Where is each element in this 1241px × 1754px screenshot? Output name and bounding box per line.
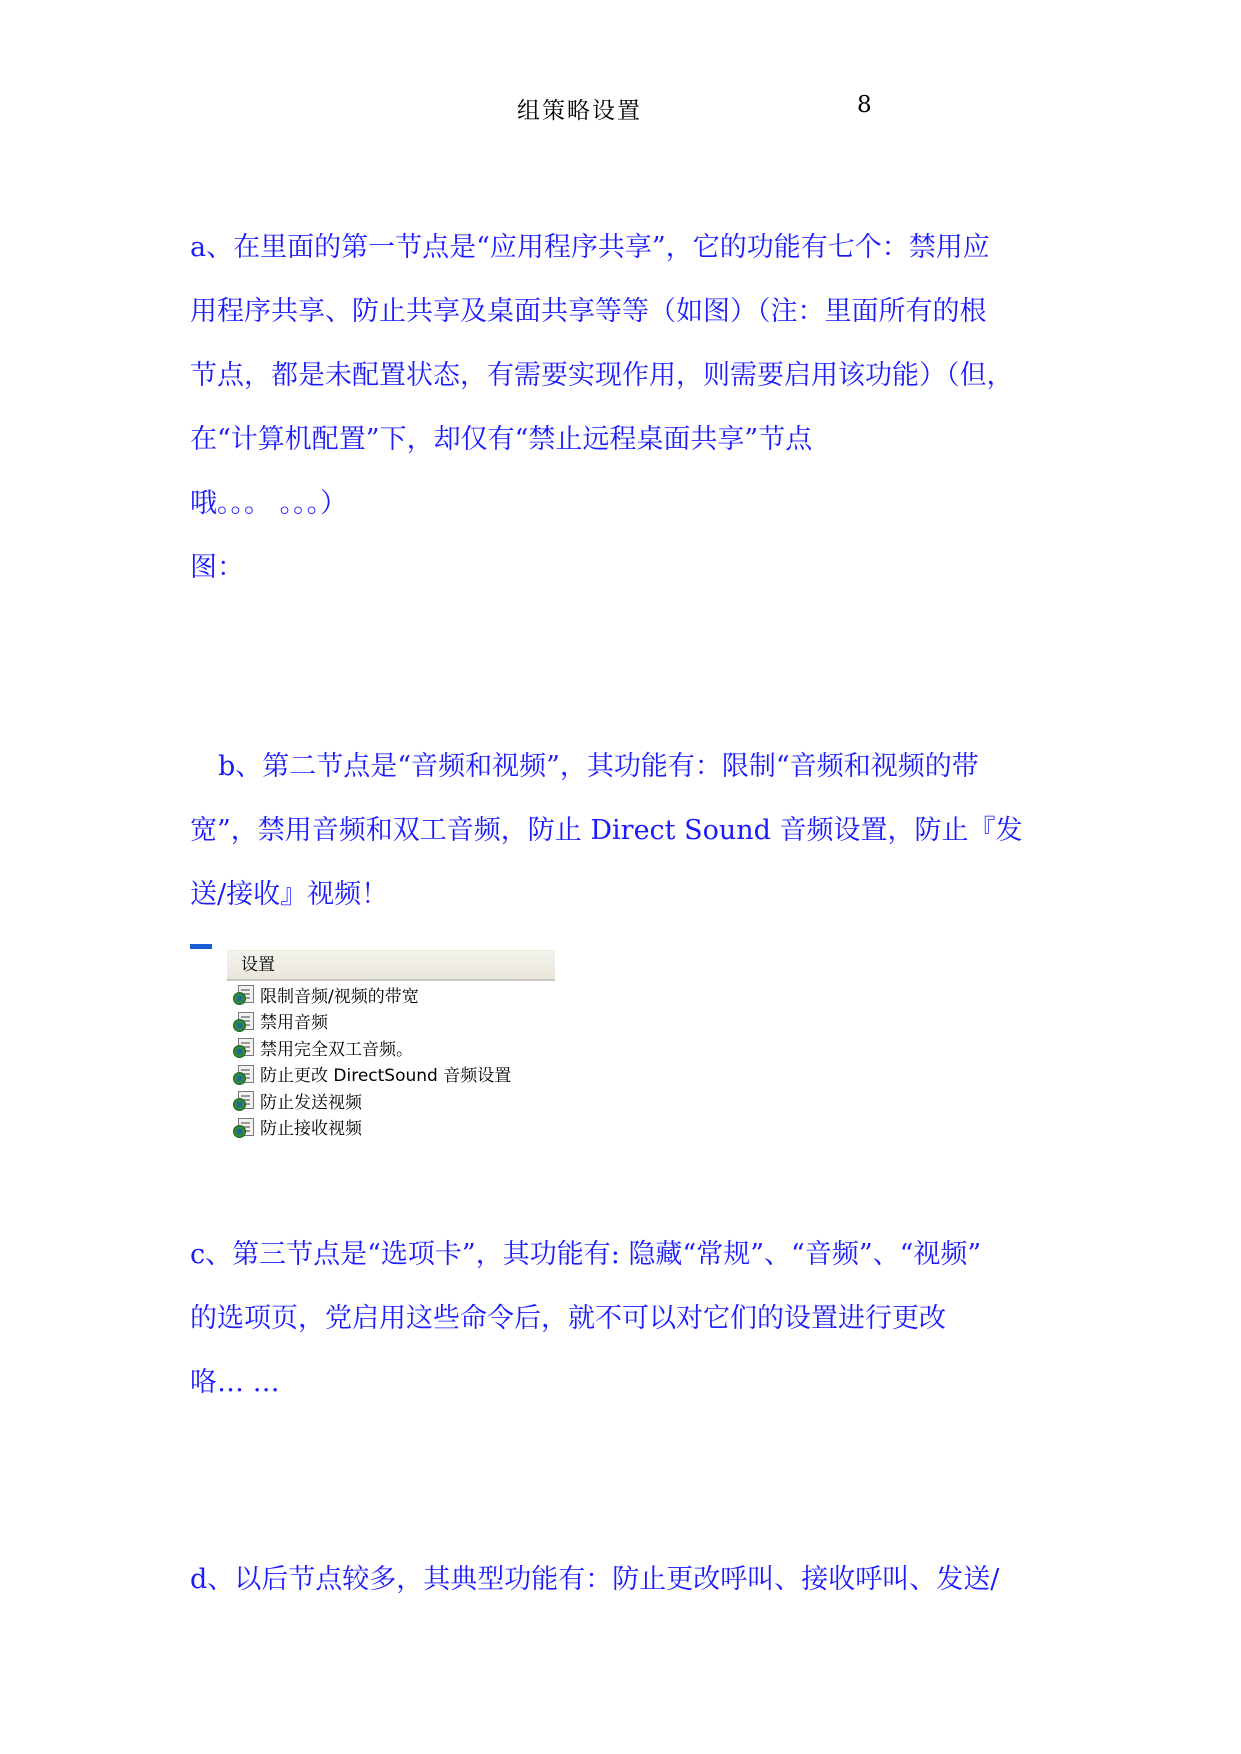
- policy-setting-icon: [233, 1011, 255, 1031]
- settings-panel: [227, 950, 555, 1140]
- text-line: c、第三节点是“选项卡”，其功能有: 隐藏“常规”、“音频”、“视频”: [190, 1239, 982, 1270]
- policy-setting-icon: [233, 1064, 255, 1084]
- text-line: 咯… …: [190, 1367, 280, 1398]
- section-b: [190, 735, 1060, 927]
- text-line: 用程序共享、防止共享及桌面共享等等（如图）（注：里面所有的根: [190, 296, 987, 327]
- setting-item[interactable]: [227, 1008, 555, 1035]
- setting-item-label: 禁用完全双工音频。: [260, 1039, 413, 1060]
- setting-item-label: 防止更改 DirectSound 音频设置: [260, 1066, 512, 1087]
- text-line: 图：: [190, 552, 244, 583]
- setting-item-label: 禁用音频: [260, 1013, 328, 1034]
- blue-marker: [190, 944, 212, 949]
- section-c: [190, 1223, 1060, 1415]
- setting-item-label: 防止接收视频: [260, 1119, 362, 1140]
- setting-item-label: 防止发送视频: [260, 1092, 362, 1113]
- text-line: 哦。。。 。。。）: [190, 488, 348, 519]
- setting-item[interactable]: [227, 981, 555, 1008]
- setting-item[interactable]: [227, 1034, 555, 1061]
- settings-column-header[interactable]: 设置: [227, 950, 555, 981]
- policy-setting-icon: [233, 984, 255, 1004]
- policy-setting-icon: [233, 1117, 255, 1137]
- section-d: [190, 1548, 1060, 1612]
- text-line: b、第二节点是“音频和视频”，其功能有：限制“音频和视频的带: [218, 751, 979, 782]
- setting-item[interactable]: [227, 1087, 555, 1114]
- page-number: 8: [857, 92, 872, 118]
- setting-item-label: 限制音频/视频的带宽: [260, 986, 419, 1007]
- text-line: 节点，都是未配置状态，有需要实现作用，则需要启用该功能）（但，: [190, 360, 1014, 391]
- header-title: 组策略设置: [517, 98, 642, 124]
- setting-item[interactable]: [227, 1114, 555, 1141]
- text-line: 在“计算机配置”下，却仅有“禁止远程桌面共享”节点: [190, 424, 813, 455]
- policy-setting-icon: [233, 1037, 255, 1057]
- section-a: [190, 216, 1060, 600]
- text-line: a、在里面的第一节点是“应用程序共享”，它的功能有七个：禁用应: [190, 232, 990, 263]
- text-line: 送/接收』视频！: [190, 879, 389, 910]
- setting-item[interactable]: [227, 1061, 555, 1088]
- text-line: 宽”，禁用音频和双工音频，防止 Direct Sound 音频设置，防止『发: [190, 815, 1023, 846]
- text-line: 的选项页，党启用这些命令后，就不可以对它们的设置进行更改: [190, 1303, 946, 1334]
- text-line: d、以后节点较多，其典型功能有：防止更改呼叫、接收呼叫、发送/: [190, 1564, 1000, 1595]
- policy-setting-icon: [233, 1090, 255, 1110]
